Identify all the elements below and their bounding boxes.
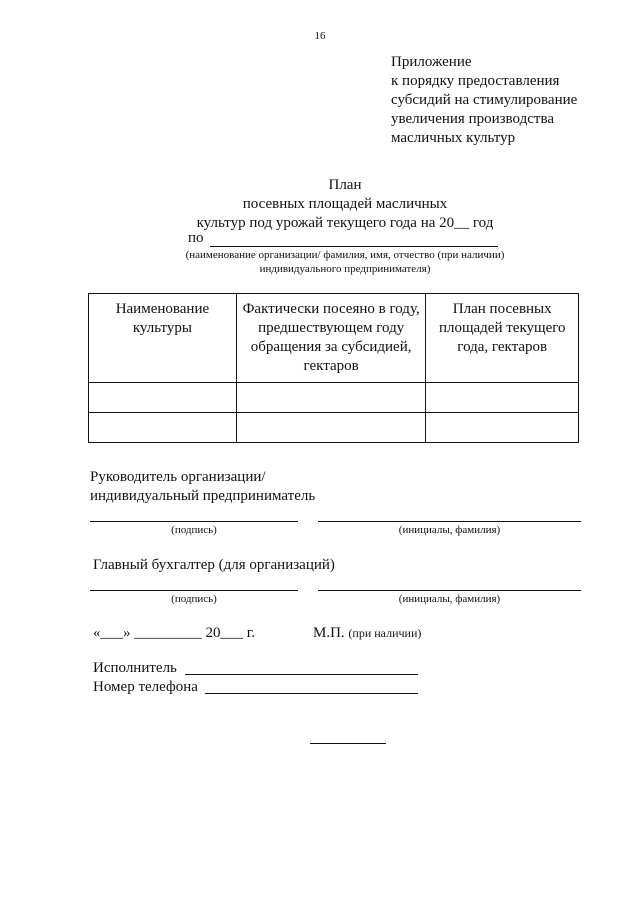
- table-cell[interactable]: [89, 413, 237, 443]
- column-header-crop: Наименование культуры: [89, 294, 237, 383]
- page-number: 16: [314, 30, 326, 42]
- caption-line: (наименование организации/ фамилия, имя, отчество (при наличии): [185, 249, 505, 261]
- column-header-plan: План посевных площадей текущего года, гектаров: [426, 294, 579, 383]
- organization-line: [188, 230, 498, 247]
- table-cell[interactable]: [236, 383, 426, 413]
- organization-caption: [0, 248, 640, 276]
- appendix-block: [391, 53, 621, 148]
- table-cell[interactable]: [426, 383, 579, 413]
- accountant-signature-line[interactable]: [90, 590, 298, 591]
- organization-fill-line: [210, 232, 498, 247]
- table-row: [89, 413, 579, 443]
- head-signature-caption: (подпись): [171, 524, 217, 536]
- head-signature-line[interactable]: [90, 521, 298, 522]
- head-initials-caption: (инициалы, фамилия): [398, 524, 501, 536]
- appendix-line: масличных культур: [391, 130, 516, 146]
- plan-table: [88, 293, 579, 443]
- table-header-row: [89, 294, 579, 383]
- accountant-signature-caption: (подпись): [171, 593, 217, 605]
- appendix-line: к порядку предоставления: [391, 73, 560, 89]
- table-cell[interactable]: [426, 413, 579, 443]
- appendix-line: субсидий на стимулирование: [391, 92, 578, 108]
- stamp-label: М.П.: [313, 625, 345, 641]
- title-line: План: [328, 177, 362, 193]
- executor-line[interactable]: [185, 674, 418, 675]
- table-cell[interactable]: [236, 413, 426, 443]
- head-initials-line[interactable]: [318, 521, 581, 522]
- caption-line: индивидуального предпринимателя): [259, 263, 431, 275]
- phone-line[interactable]: [205, 693, 418, 694]
- date-line[interactable]: «___» _________ 20___ г.: [93, 625, 255, 641]
- accountant-label: Главный бухгалтер (для организаций): [93, 557, 335, 573]
- accountant-initials-line[interactable]: [318, 590, 581, 591]
- appendix-line: увеличения производства: [391, 111, 554, 127]
- stamp-block: [313, 625, 421, 642]
- table-cell[interactable]: [89, 383, 237, 413]
- po-label: по: [188, 230, 204, 246]
- accountant-initials-caption: (инициалы, фамилия): [398, 593, 501, 605]
- phone-label: Номер телефона: [93, 679, 198, 695]
- head-label-line1: Руководитель организации/: [90, 469, 266, 485]
- stamp-note: (при наличии): [348, 626, 422, 640]
- head-label-line2: индивидуальный предприниматель: [90, 488, 316, 504]
- title-line: посевных площадей масличных: [242, 196, 448, 212]
- appendix-line: Приложение: [391, 54, 472, 70]
- closing-rule: [310, 743, 386, 744]
- column-header-actual: Фактически посеяно в году, предшествующем году обращения за субсидией, гектаров: [236, 294, 426, 383]
- document-title: [0, 176, 640, 233]
- table-row: [89, 383, 579, 413]
- executor-label: Исполнитель: [93, 660, 177, 676]
- title-line: культур под урожай текущего года на 20__ год: [196, 215, 494, 231]
